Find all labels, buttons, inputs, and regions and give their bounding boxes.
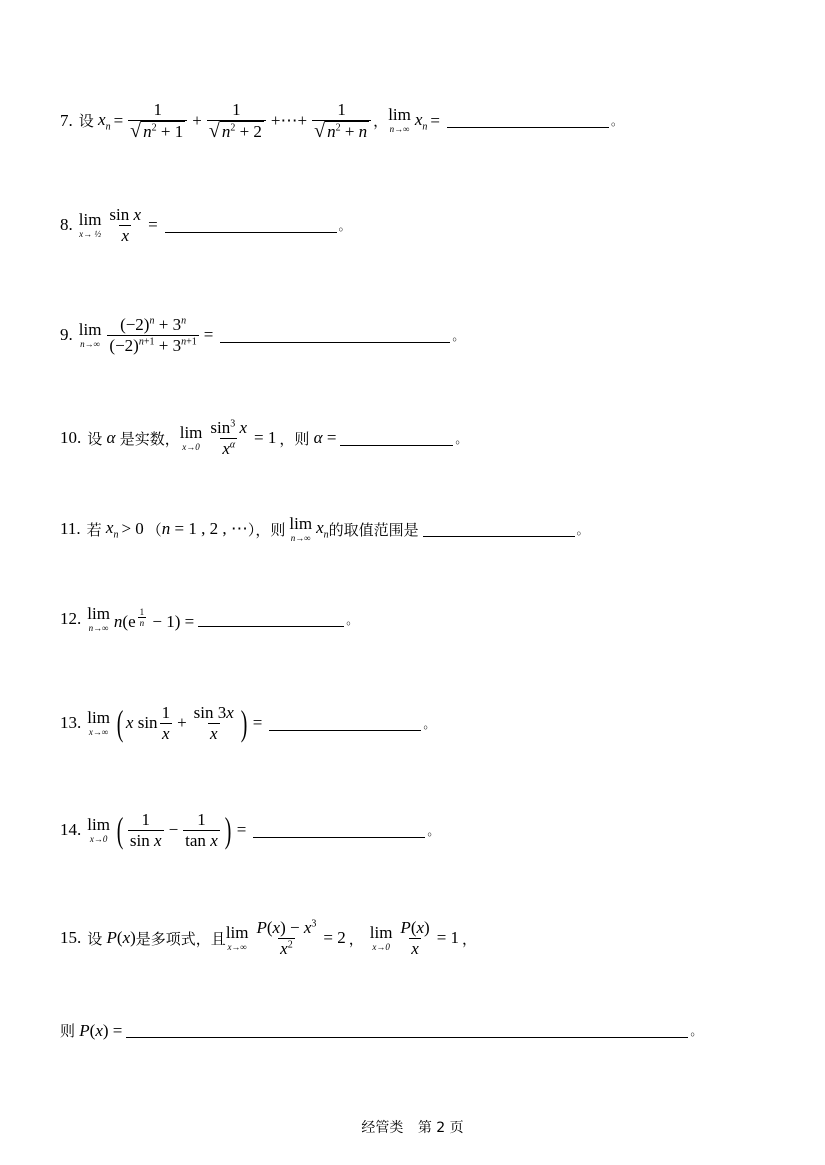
fraction: $\frac{(-2)^n + 3^n}{(-2)^{n+1} + 3^{n+1}}$: [109, 315, 197, 355]
question-number: 12.: [60, 609, 82, 629]
question-number: 7.: [60, 110, 73, 130]
question-9: 9. lim n→∞ $\frac{(-2)^n + 3^n}{(-2)^{n+1} + 3^{n+1}}$ = 。: [60, 315, 465, 355]
answer-blank[interactable]: [340, 431, 453, 446]
limit-operator: lim n→∞: [87, 604, 110, 633]
question-text: 则: [60, 1022, 76, 1040]
fraction: 1 √ $n^2 + 1$: [128, 100, 187, 142]
question-7: 7. 设 $x_n$ = 1 √ $n^2 + 1$ + 1 √ $n^2 + 2$ +⋯+ 1 √ $n^2 + n$ ， lim n→∞ $x_n$ = 。: [60, 100, 624, 143]
question-12: 12. lim n→∞ n(e $^{\frac{1}{n}}$ − 1) = 。: [60, 604, 359, 633]
limit-operator: lim x→∞: [225, 922, 249, 952]
question-number: 14.: [60, 820, 82, 840]
limit-operator: lim x→0: [87, 814, 110, 844]
question-text: ，则: [279, 429, 310, 448]
fraction: $\frac{P(x) - x^3}{x^2}$: [256, 918, 317, 958]
question-text: ，: [373, 112, 389, 131]
fraction: $\frac{\sin 3x}{x}$: [193, 703, 234, 743]
period: 。: [690, 1024, 703, 1038]
question-15: 15. 设 P(x) 是多项式，且 lim x→∞ $\frac{P(x) - x^3}{x^2}$ = 2 ， lim x→0 $\frac{P(x)}{x}$ = 1 ，: [60, 918, 478, 958]
answer-blank[interactable]: [198, 612, 344, 627]
footer-page-number: 第 2 页: [417, 1120, 464, 1136]
question-8: 8. lim x→ ½ $\frac{\text{sin x}}{x}$ = 。: [60, 205, 351, 245]
answer-blank[interactable]: [220, 328, 450, 343]
question-text: ，: [462, 929, 478, 948]
period: 。: [346, 612, 359, 627]
limit-operator: lim x→ ½: [78, 209, 102, 239]
fraction: 1 √ $n^2 + n$: [312, 100, 371, 142]
period: 。: [338, 218, 351, 233]
limit-operator: lim x→∞: [87, 707, 110, 737]
answer-blank[interactable]: [165, 218, 337, 233]
answer-blank[interactable]: [269, 716, 421, 731]
question-text: 设: [87, 429, 103, 448]
question-text: ，: [348, 929, 364, 948]
answer-blank[interactable]: [423, 522, 575, 537]
question-text: 设: [87, 929, 103, 948]
period: 。: [576, 522, 589, 537]
fraction: $\frac{\sin^3 x}{x^\alpha}$: [210, 418, 248, 458]
answer-blank[interactable]: [253, 823, 425, 838]
question-10: 10. 设 α 是实数， lim x→0 $\frac{\sin^3 x}{x^\alpha}$ = 1 ，则 α = 。: [60, 418, 468, 458]
period: 。: [427, 823, 440, 838]
question-15-answer-line: 则 P(x) = 。: [60, 1020, 703, 1040]
question-text: ），则: [247, 520, 286, 539]
period: 。: [423, 716, 436, 731]
limit-operator: lim n→∞: [289, 514, 313, 543]
limit-operator: lim n→∞: [78, 319, 102, 349]
fraction: $\frac{1}{\text{tan x}}$: [185, 810, 218, 850]
question-text: 设: [78, 112, 94, 131]
math-term: $x_n$: [93, 109, 111, 133]
fraction: $\frac{\text{sin x}}{x}$: [109, 205, 142, 245]
fraction: 1 √ $n^2 + 2$: [207, 100, 266, 142]
period: 。: [455, 431, 468, 446]
question-text: 的取值范围是: [328, 520, 419, 539]
question-text: （: [146, 520, 162, 539]
fraction: $\frac{1}{x}$: [161, 703, 171, 743]
fraction: $\frac{1}{\text{sin x}}$: [129, 810, 162, 850]
question-text: 若: [86, 520, 102, 539]
limit-operator: lim x→0: [179, 422, 203, 452]
question-14: 14. lim x→0 ( $\frac{1}{\text{sin x}}$ − $\frac{1}{\text{tan x}}$ ) = 。: [60, 810, 440, 851]
page-footer: [0, 1117, 825, 1137]
limit-operator: lim n→∞: [388, 105, 411, 135]
footer-category: 经管类: [361, 1120, 404, 1136]
limit-operator: lim x→0: [369, 922, 393, 952]
period: 。: [611, 114, 624, 129]
question-number: 13.: [60, 713, 82, 733]
question-number: 15.: [60, 928, 82, 948]
question-text: 是多项式，且: [135, 929, 226, 948]
question-number: 8.: [60, 215, 73, 235]
question-text: 是实数，: [119, 429, 180, 448]
question-13: 13. lim x→∞ ( x sin $\frac{1}{x}$ + $\frac{\sin 3x}{x}$ ) = 。: [60, 703, 436, 744]
question-number: 9.: [60, 325, 73, 345]
period: 。: [452, 328, 465, 343]
question-11: 11. 若 $x_n$ > 0 （ n = 1 , 2 , ⋯ ），则 lim n→∞ $x_n$ 的取值范围是 。: [60, 514, 589, 543]
fraction: $\frac{P(x)}{x}$: [400, 918, 430, 958]
answer-blank[interactable]: [126, 1023, 688, 1038]
question-number: 10.: [60, 428, 82, 448]
answer-blank[interactable]: [447, 113, 609, 128]
question-number: 11.: [60, 519, 81, 539]
